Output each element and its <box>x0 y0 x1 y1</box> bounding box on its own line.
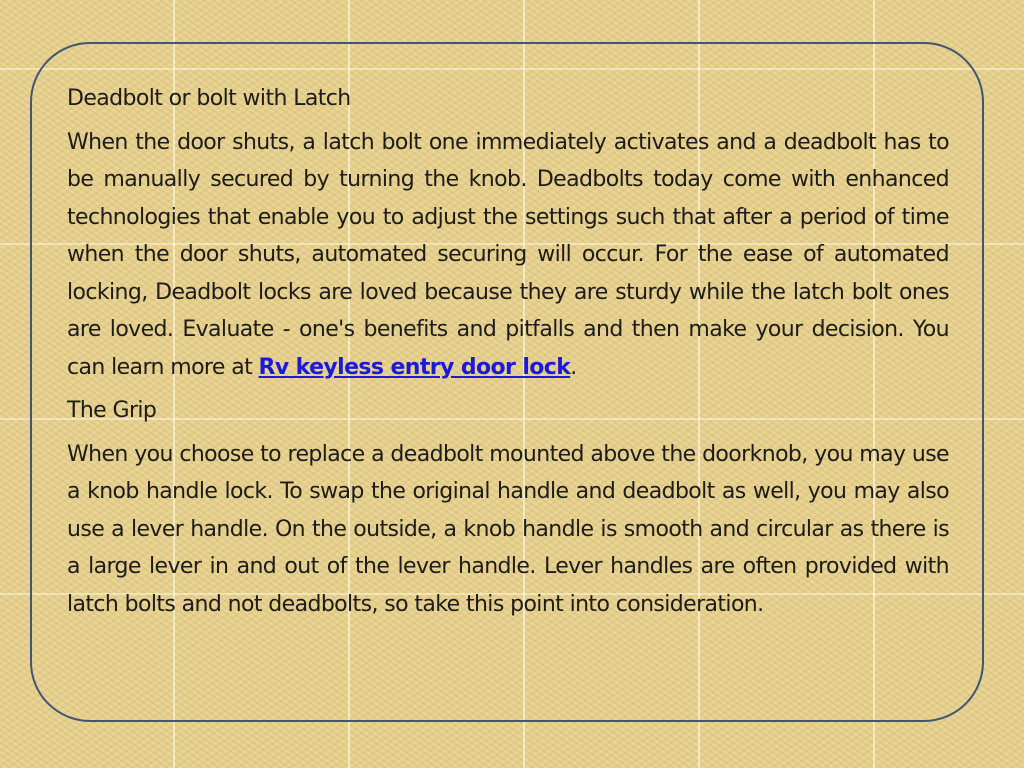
paragraph-deadbolt <box>67 124 949 387</box>
slide-content <box>67 80 949 629</box>
paragraph-grip: When you choose to replace a deadbolt mounted above the doorknob, you may use a knob handle lock. To swap the original handle and deadbolt as well, you may also use a lever handle. On the outside, a knob handle is smooth and circular as there is a large lever in and out of the lever handle. Lever handles are often provided with latch bolts and not deadbolts, so take this point into consideration. <box>67 441 949 617</box>
paragraph-deadbolt-period: . <box>570 354 577 380</box>
section-heading-grip: The Grip <box>67 398 157 423</box>
rv-keyless-entry-link[interactable]: Rv keyless entry door lock <box>258 354 571 380</box>
section-heading-deadbolt: Deadbolt or bolt with Latch <box>67 86 351 111</box>
paragraph-deadbolt-text: When the door shuts, a latch bolt one immediately activates and a deadbolt has to be manually secured by turning the knob. Deadbolts today come with enhanced technologies that enable you to adjust the settings such that after a period of time when the door shuts, automated securing will occur. For the ease of automated locking, Deadbolt locks are loved because they are sturdy while the latch bolt ones are loved. Evaluate - one's benefits and pitfalls and then make your decision. You can learn more at <box>67 129 949 380</box>
